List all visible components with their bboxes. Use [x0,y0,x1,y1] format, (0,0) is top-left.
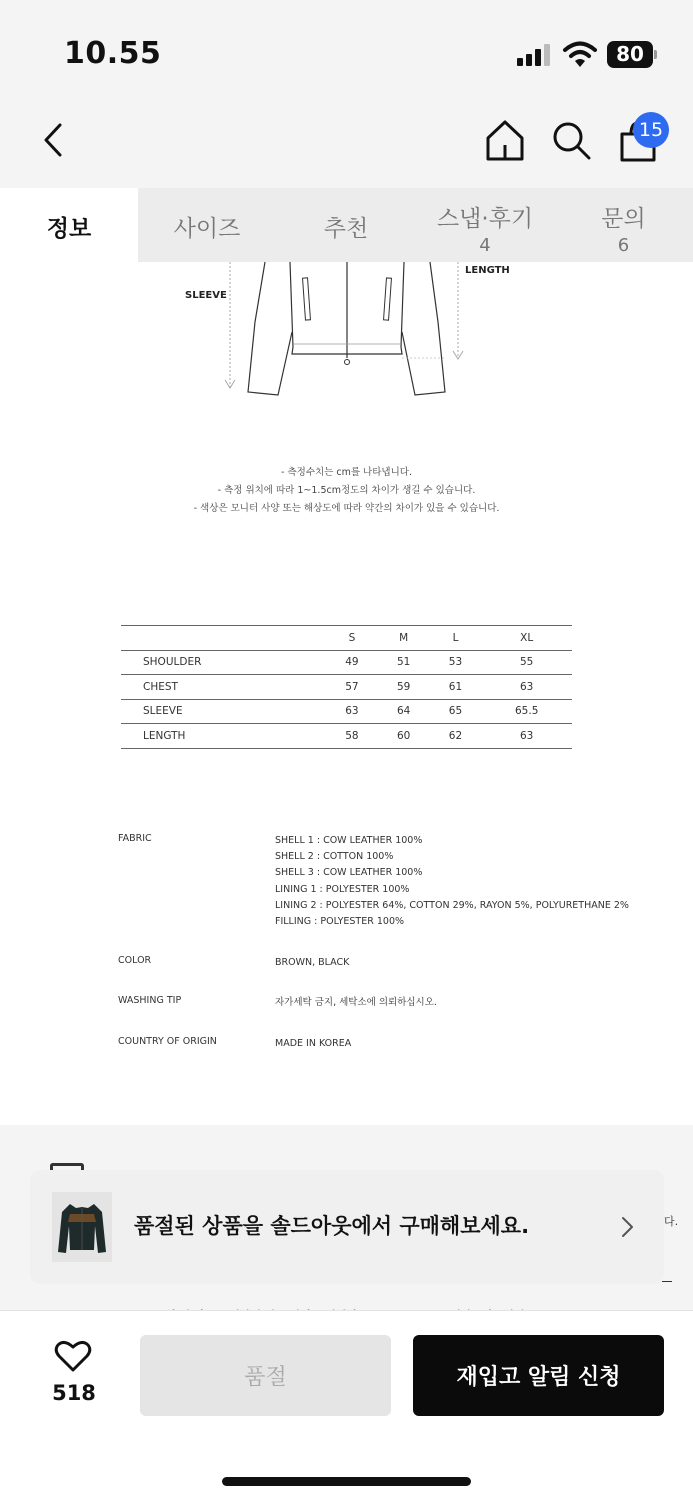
tab-label: 스냅·후기 [436,206,534,232]
table-cell: 63 [481,675,572,700]
table-cell: 63 [326,699,378,724]
table-cell: 51 [378,650,430,675]
soldout-button[interactable]: 품절 [140,1335,391,1416]
table-cell: 63 [481,724,572,749]
partial-text: 다. [664,1215,679,1228]
table-cell: 62 [430,724,482,749]
spec-value: 자가세탁 금지, 세탁소에 의뢰하십시오. [275,997,437,1008]
note-line: - 측정수치는 cm를 나타냅니다. [281,467,412,478]
table-cell: 65.5 [481,699,572,724]
tab-info[interactable] [0,188,138,262]
tab-label: 정보 [46,216,92,242]
tab-count: 4 [479,235,491,256]
table-cell: 49 [326,650,378,675]
table-cell: 65 [430,699,482,724]
table-cell: 53 [430,650,482,675]
tab-recommend[interactable] [276,188,416,262]
table-header-cell: S [326,626,378,651]
table-cell: 58 [326,724,378,749]
bottom-action-bar [0,1310,693,1500]
spec-label: FABRIC [118,833,152,844]
sleeve-label: SLEEVE [185,290,227,301]
jacket-thumbnail [52,1192,112,1262]
length-label: LENGTH [465,265,510,276]
table-header-row [121,626,572,651]
battery-level: 80 [607,41,653,68]
home-indicator [222,1477,471,1486]
table-cell: LENGTH [121,724,326,749]
note-line: - 색상은 모니터 사양 또는 해상도에 따라 약간의 차이가 있을 수 있습니다. [193,503,500,514]
table-header-cell: L [430,626,482,651]
wifi-icon [563,40,597,68]
jacket-measurement-diagram [180,262,520,402]
table-cell: 59 [378,675,430,700]
size-table [121,625,572,749]
tab-label: 문의 [601,206,646,232]
tab-snap-review[interactable] [416,188,554,262]
table-header-cell: XL [481,626,572,651]
tab-label: 사이즈 [173,216,241,242]
cellular-signal-icon [517,44,551,66]
soldout-banner-text: 품절된 상품을 솔드아웃에서 구매해보세요. [134,1214,530,1238]
spec-value: MADE IN KOREA [275,1038,352,1049]
table-cell: 57 [326,675,378,700]
tab-label: 추천 [323,216,369,242]
restock-notify-button[interactable]: 재입고 알림 신청 [413,1335,664,1416]
spec-label: COUNTRY OF ORIGIN [118,1036,217,1047]
measurement-notes [0,464,693,518]
table-row [121,699,572,724]
fabric-line: LINING 2 : POLYESTER 64%, COTTON 29%, RAYON 5%, POLYURETHANE 2% [275,899,629,911]
table-cell: CHEST [121,675,326,700]
spec-value [275,833,629,930]
product-detail-content [0,262,693,1310]
table-cell: 60 [378,724,430,749]
home-icon[interactable] [484,118,526,162]
fabric-line: FILLING : POLYESTER 100% [275,916,405,928]
back-arrow-icon[interactable] [36,120,70,160]
battery-icon [607,41,657,68]
table-cell: 55 [481,650,572,675]
table-cell: 64 [378,699,430,724]
spec-label: COLOR [118,955,152,966]
table-header-cell [121,626,326,651]
note-line: - 측정 위치에 따라 1~1.5cm정도의 차이가 생길 수 있습니다. [217,485,476,496]
search-icon[interactable] [551,120,591,160]
spec-label: WASHING TIP [118,995,182,1006]
table-cell: SHOULDER [121,650,326,675]
like-count: 518 [52,1381,96,1405]
table-cell: SLEEVE [121,699,326,724]
status-time: 10.55 [64,36,162,71]
fabric-line: SHELL 1 : COW LEATHER 100% [275,835,423,846]
tab-size[interactable] [138,188,276,262]
soldout-promo-banner[interactable] [30,1170,664,1284]
top-navigation [0,100,693,188]
tab-count: 6 [617,235,630,256]
table-row [121,724,572,749]
fabric-line: SHELL 3 : COW LEATHER 100% [275,867,423,879]
fabric-line: SHELL 2 : COTTON 100% [275,851,394,863]
cart-count-badge: 15 [633,112,669,148]
table-row [121,650,572,675]
tab-inquiry[interactable] [554,188,693,262]
table-row [121,675,572,700]
product-tabs [0,188,693,262]
table-cell: 61 [430,675,482,700]
chevron-right-icon [620,1215,636,1239]
status-bar [0,0,693,100]
spec-value: BROWN, BLACK [275,957,350,968]
heart-icon[interactable] [54,1339,92,1373]
fabric-line: LINING 1 : POLYESTER 100% [275,883,410,895]
table-header-cell: M [378,626,430,651]
